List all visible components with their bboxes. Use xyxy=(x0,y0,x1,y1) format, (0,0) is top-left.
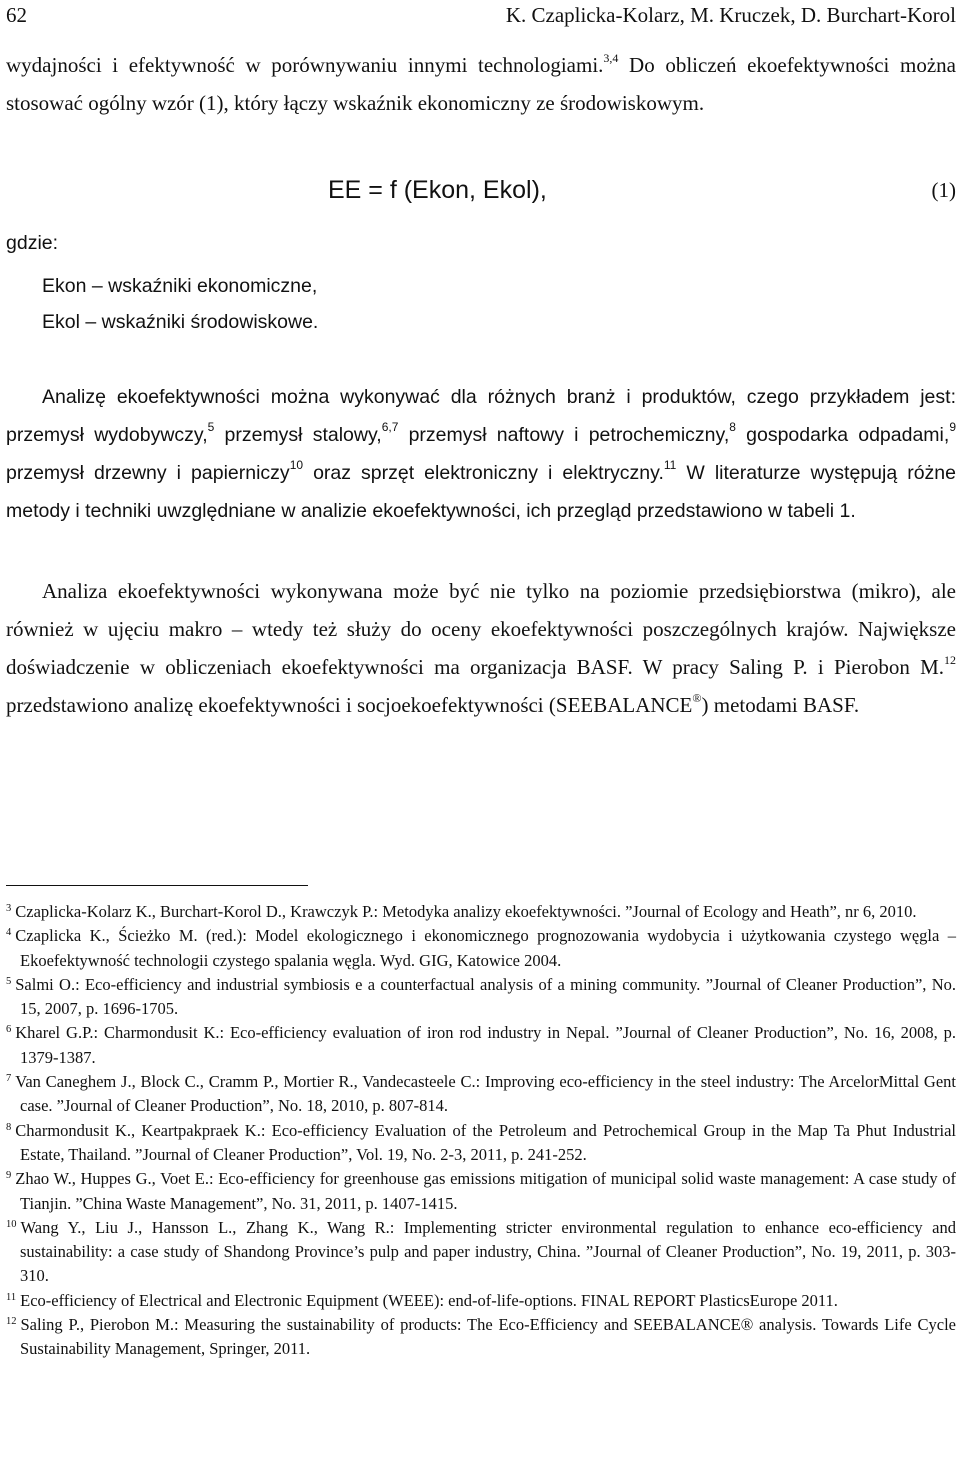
intro-paragraph xyxy=(6,46,956,122)
footnote-ref[interactable]: 9 xyxy=(949,420,956,434)
footnote-number: 10 xyxy=(6,1218,17,1230)
intro-text-a: wydajności i efektywność w porównywaniu innymi technologiami. xyxy=(6,53,604,77)
para2-text-2: przedstawiono analizę ekoefektywności i socjoekoefektywności (SEEBALANCE xyxy=(6,693,693,717)
page-number: 62 xyxy=(6,3,27,27)
para2-text-1: Analiza ekoefektywności wykonywana może być nie tylko na poziomie przedsiębiorstwa (mikro), ale również w ujęciu makro – wtedy też służy do oceny ekoefektywności poszczególnych krajów. Największe doświadczenie w obliczeniach ekoefektywności ma organizacja BASF. W pracy Saling P. i Pierobon M. xyxy=(6,579,956,679)
definition-ekon: Ekon – wskaźniki ekonomiczne, xyxy=(42,275,318,297)
footnote-text: Salmi O.: Eco-efficiency and industrial symbiosis e a counterfactual analysis of a mining community. ”Journal of Cleaner Production”, No. 15, 2007, p. 1696-1705. xyxy=(15,974,956,1019)
paragraph-branches xyxy=(6,378,956,530)
para1-text-3: przemysł naftowy i petrochemiczny, xyxy=(398,424,730,446)
para1-text-2: przemysł stalowy, xyxy=(214,424,382,446)
registered-mark: ® xyxy=(692,691,702,705)
footnote-text: Czaplicka-Kolarz K., Burchart-Korol D., Krawczyk P.: Metodyka analizy ekoefektywności. ”Journal of Ecology and Heath”, nr 6, 2010. xyxy=(15,902,917,921)
equation-block xyxy=(6,170,956,210)
equation-number: (1) xyxy=(931,178,956,202)
footnote-number: 5 xyxy=(6,975,12,987)
footnote-text: Van Caneghem J., Block C., Cramm P., Mortier R., Vandecasteele C.: Improving eco-efficiency in the steel industry: The ArcelorMittal Gent case. ”Journal of Cleaner Production”, No. 18, 2010, p. 807-814. xyxy=(15,1072,956,1116)
footnote xyxy=(6,1167,956,1216)
footnote-ref[interactable]: 6,7 xyxy=(381,420,399,434)
footnote-number: 9 xyxy=(6,1170,12,1182)
para1-text-4: gospodarka odpadami, xyxy=(735,424,950,446)
footnote-separator xyxy=(6,885,308,886)
footnote xyxy=(6,1021,956,1070)
footnote-number: 3 xyxy=(6,903,12,914)
footnote-text: Kharel G.P.: Charmondusit K.: Eco-efficiency evaluation of iron rod industry in Nepal. ”Journal of Cleaner Production”, No. 16, 2008, p. 1379-1387. xyxy=(15,1023,956,1067)
running-header-authors: K. Czaplicka-Kolarz, M. Kruczek, D. Burchart-Korol xyxy=(505,3,956,27)
footnote-text: Wang Y., Liu J., Hansson L., Zhang K., Wang R.: Implementing stricter environmental regulation to enhance eco-efficiency and sustainability: a case study of Shandong Province’s pulp and paper industry, China. ”Journal of Cleaner Production”, No. 19, 2011, p. 303-310. xyxy=(20,1217,956,1286)
footnote-ref[interactable]: 10 xyxy=(289,458,304,472)
footnote-number: 12 xyxy=(6,1316,17,1328)
footnote-number: 7 xyxy=(6,1073,12,1085)
para1-text-6: oraz sprzęt elektroniczny i elektryczny. xyxy=(303,462,664,484)
para1-text-7: W literaturze występują różne metody i techniki uwzględniane w analizie ekoefektywności, ich przegląd przedstawiono w tabeli 1. xyxy=(6,462,957,522)
footnote-ref[interactable]: 3,4 xyxy=(603,51,619,65)
footnote xyxy=(6,1070,956,1119)
footnote-number: 6 xyxy=(6,1024,12,1036)
definition-list xyxy=(42,268,318,340)
footnote-ref[interactable]: 5 xyxy=(207,420,215,434)
footnote-ref[interactable]: 12 xyxy=(944,653,956,667)
definition-ekol: Ekol – wskaźniki środowiskowe. xyxy=(42,311,319,333)
footnote-ref[interactable]: 8 xyxy=(729,420,736,434)
footnote-ref[interactable]: 11 xyxy=(663,458,677,472)
page-header xyxy=(6,2,956,28)
footnote xyxy=(6,900,956,924)
para2-text-3: ) metodami BASF. xyxy=(701,693,860,717)
footnote-text: Czaplicka K., Ścieżko M. (red.): Model ekologicznego i ekonomicznego prognozowania wydobycia i użytkowania czystego węgla – Ekoefektywność technologii czystego spalania węgla. Wyd. GIG, Katowice 2004. xyxy=(15,926,956,970)
paragraph-basf xyxy=(6,572,956,724)
footnote-number: 8 xyxy=(6,1121,12,1133)
para1-text-5: przemysł drzewny i papierniczy xyxy=(6,462,290,484)
footnote-text: Zhao W., Huppes G., Voet E.: Eco-efficiency for greenhouse gas emissions mitigation of municipal solid waste management: A case study of Tianjin. ”China Waste Management”, No. 31, 2011, p. 1407-1415. xyxy=(15,1169,956,1213)
footnote xyxy=(6,1313,956,1362)
where-label: gdzie: xyxy=(6,232,59,254)
footnotes-list xyxy=(6,900,956,1362)
footnote-text: Charmondusit K., Keartpakpraek K.: Eco-efficiency Evaluation of the Petroleum and Petrochemical Group in the Map Ta Phut Industrial Estate, Thailand. ”Journal of Cleaner Production”, Vol. 19, No. 2-3, 2011, p. 241-252. xyxy=(15,1120,956,1164)
para1-text-1: Analizę ekoefektywności można wykonywać dla różnych branż i produktów, czego przykładem jest: przemysł wydobywczy, xyxy=(6,386,956,446)
footnote-number: 4 xyxy=(6,927,12,939)
footnote xyxy=(6,1289,956,1313)
footnote-number: 11 xyxy=(6,1291,17,1303)
equation-formula: EE = f (Ekon, Ekol), xyxy=(328,176,547,204)
footnote xyxy=(6,924,956,973)
footnote xyxy=(6,973,956,1022)
footnote xyxy=(6,1216,956,1289)
intro-text-b: Do obliczeń ekoefektywności można stosować ogólny wzór (1), który łączy wskaźnik ekonomiczny ze środowiskowym. xyxy=(6,53,956,115)
footnote-text: Eco-efficiency of Electrical and Electronic Equipment (WEEE): end-of-life-options. FINAL REPORT PlasticsEurope 2011. xyxy=(20,1290,838,1310)
footnote xyxy=(6,1119,956,1168)
footnote-text: Saling P., Pierobon M.: Measuring the sustainability of products: The Eco-Efficiency and SEEBALANCE® analysis. Towards Life Cycle Sustainability Management, Springer, 2011. xyxy=(20,1315,956,1359)
